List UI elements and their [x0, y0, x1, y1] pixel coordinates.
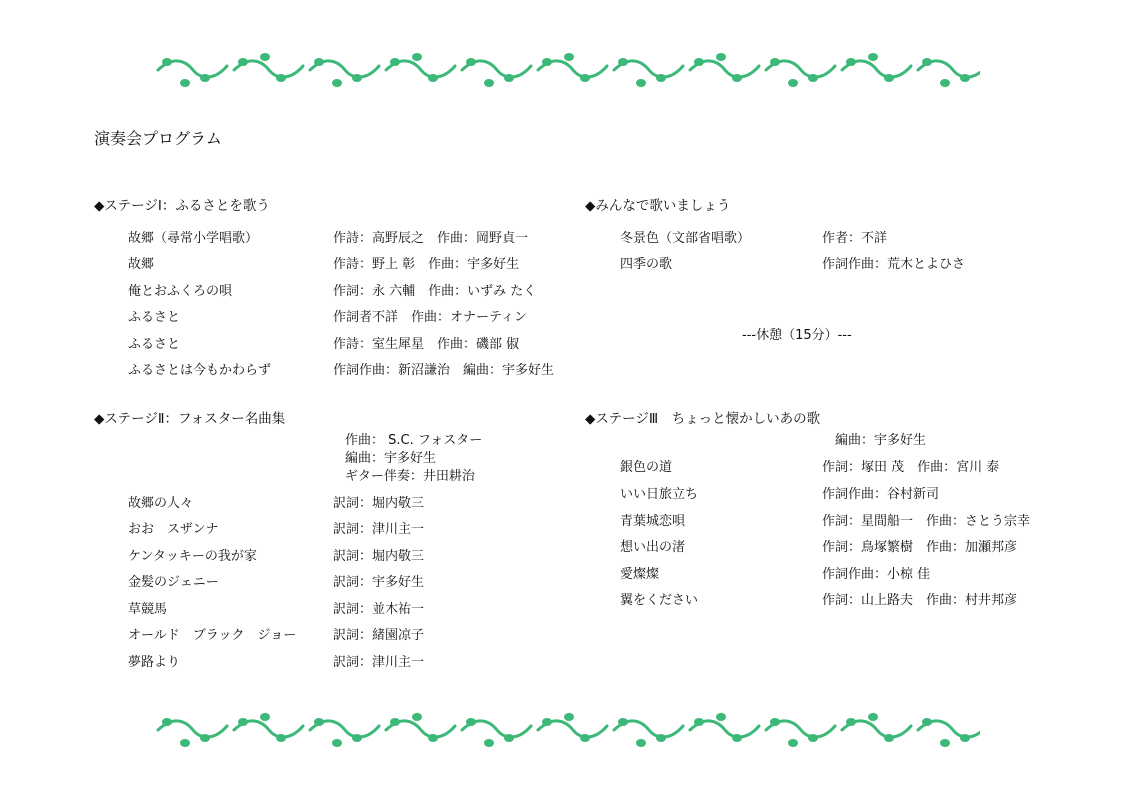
stage1-song-credit: 作詞作曲：新沼謙治 編曲：宇多好生	[333, 363, 555, 378]
vine-segment	[690, 53, 759, 82]
vine-segment	[462, 718, 531, 747]
leaf-icon	[200, 74, 210, 82]
leaf-icon	[332, 739, 342, 747]
stage3-song-title: 銀色の道	[620, 460, 673, 475]
leaf-icon	[636, 739, 646, 747]
leaf-icon	[868, 53, 878, 61]
singalong-song-credit: 作者：不詳	[822, 231, 888, 246]
vine-segment	[614, 718, 683, 747]
leaf-icon	[940, 739, 950, 747]
leaf-icon	[332, 79, 342, 87]
leaf-icon	[352, 74, 362, 82]
singalong-song-title: 四季の歌	[620, 257, 673, 272]
stage1-song-title: ふるさと	[128, 337, 181, 352]
vine-segment	[158, 718, 227, 747]
stage1-song-credit: 作詩：高野辰之 作曲：岡野貞一	[333, 231, 529, 246]
leaf-icon	[618, 58, 628, 66]
leaf-icon	[618, 718, 628, 726]
leaf-icon	[162, 718, 172, 726]
leaf-icon	[276, 74, 286, 82]
leaf-icon	[564, 713, 574, 721]
leaf-icon	[960, 734, 970, 742]
stage1-song-title: ふるさとは今もかわらず	[128, 363, 272, 378]
stage3-song-title: 想い出の渚	[620, 540, 686, 555]
vine-segment	[386, 53, 455, 82]
vine-segment	[234, 713, 303, 742]
leaf-icon	[788, 79, 798, 87]
leaf-icon	[314, 58, 324, 66]
stage2-song-credit: 訳詞：宇多好生	[333, 575, 425, 590]
stage2-song-credit: 訳詞：緒園凉子	[333, 628, 425, 643]
vine-segment	[310, 718, 379, 747]
leaf-icon	[484, 79, 494, 87]
leaf-icon	[276, 734, 286, 742]
stage3-song-title: 翼をください	[620, 593, 699, 608]
leaf-icon	[564, 53, 574, 61]
stage2-song-title: 金髪のジェニー	[128, 575, 219, 590]
stage1-song-title: 俺とおふくろの唄	[128, 284, 233, 299]
leaf-icon	[428, 734, 438, 742]
vine-segment	[690, 713, 759, 742]
leaf-icon	[314, 718, 324, 726]
leaf-icon	[868, 713, 878, 721]
leaf-icon	[580, 74, 590, 82]
leaf-icon	[162, 58, 172, 66]
stage2-song-title: ケンタッキーの我が家	[128, 549, 257, 564]
leaf-icon	[922, 58, 932, 66]
leaf-icon	[960, 74, 970, 82]
stage2-song-credit: 訳詞：並木祐一	[333, 602, 425, 617]
leaf-icon	[884, 734, 894, 742]
leaf-icon	[732, 734, 742, 742]
leaf-icon	[428, 74, 438, 82]
leaf-icon	[390, 58, 400, 66]
vine-segment	[310, 58, 379, 87]
leaf-icon	[504, 734, 514, 742]
leaf-icon	[412, 713, 422, 721]
leaf-icon	[238, 58, 248, 66]
stage3-heading: ◆ステージⅢ ちょっと懐かしいあの歌	[585, 411, 821, 427]
stage2-song-title: オールド ブラック ジョー	[128, 628, 297, 643]
stage3-song-credit: 作詞：鳥塚繁樹 作曲：加瀬邦彦	[822, 540, 1018, 555]
leaf-icon	[716, 53, 726, 61]
leaf-icon	[846, 58, 856, 66]
stage3-song-credit: 作詞：塚田 茂 作曲：宮川 泰	[822, 460, 1000, 475]
leaf-icon	[694, 718, 704, 726]
leaf-icon	[732, 74, 742, 82]
vine-segment	[918, 718, 980, 747]
intermission-note: ---休憩（15分）---	[742, 328, 852, 343]
stage1-song-credit: 作詩：室生犀星 作曲：磯部 俶	[333, 337, 520, 352]
vine-segment	[462, 58, 531, 87]
leaf-icon	[884, 74, 894, 82]
leaf-icon	[636, 79, 646, 87]
leaf-icon	[542, 718, 552, 726]
leaf-icon	[200, 734, 210, 742]
singalong-song-title: 冬景色（文部省唱歌）	[620, 231, 751, 246]
stage1-song-credit: 作詩：野上 彰 作曲：宇多好生	[333, 257, 520, 272]
vine-segment	[538, 713, 607, 742]
vine-border-top	[155, 50, 980, 90]
leaf-icon	[656, 734, 666, 742]
vine-segment	[842, 713, 911, 742]
leaf-icon	[694, 58, 704, 66]
leaf-icon	[542, 58, 552, 66]
leaf-icon	[922, 718, 932, 726]
leaf-icon	[352, 734, 362, 742]
vine-segment	[766, 58, 835, 87]
stage2-song-credit: 訳詞：津川主一	[333, 522, 425, 537]
stage2-song-title: おお スザンナ	[128, 522, 219, 537]
stage1-song-title: 故郷	[128, 257, 155, 272]
leaf-icon	[846, 718, 856, 726]
page-title: 演奏会プログラム	[94, 129, 222, 148]
leaf-icon	[940, 79, 950, 87]
vine-segment	[842, 53, 911, 82]
stage1-heading: ◆ステージⅠ：ふるさとを歌う	[94, 198, 270, 214]
stage2-song-credit: 訳詞：堀内敬三	[333, 496, 425, 511]
stage3-song-title: いい日旅立ち	[620, 487, 699, 502]
leaf-icon	[716, 713, 726, 721]
leaf-icon	[788, 739, 798, 747]
stage2-composer: 作曲： S.C. フォスター	[345, 433, 483, 448]
stage3-song-credit: 作詞：星間船一 作曲：さとう宗幸	[822, 514, 1031, 529]
vine-segment	[158, 58, 227, 87]
stage1-song-credit: 作詞：永 六輔 作曲：いずみ たく	[333, 284, 537, 299]
stage2-song-credit: 訳詞：津川主一	[333, 655, 425, 670]
singalong-heading: ◆みんなで歌いましょう	[585, 198, 731, 214]
stage3-song-credit: 作詞：山上路夫 作曲：村井邦彦	[822, 593, 1018, 608]
leaf-icon	[466, 58, 476, 66]
vine-segment	[614, 58, 683, 87]
leaf-icon	[770, 718, 780, 726]
vine-segment	[766, 718, 835, 747]
vine-segment	[538, 53, 607, 82]
stage2-song-title: 草競馬	[128, 602, 168, 617]
stage1-song-credit: 作詞者不詳 作曲：オナーティン	[333, 310, 527, 325]
vine-segment	[234, 53, 303, 82]
stage3-song-title: 愛燦燦	[620, 567, 660, 582]
leaf-icon	[238, 718, 248, 726]
vine-border-bottom	[155, 710, 980, 750]
leaf-icon	[580, 734, 590, 742]
leaf-icon	[808, 734, 818, 742]
leaf-icon	[412, 53, 422, 61]
stage3-song-credit: 作詞作曲：小椋 佳	[822, 567, 931, 582]
singalong-song-credit: 作詞作曲：荒木とよひさ	[822, 257, 966, 272]
leaf-icon	[656, 74, 666, 82]
leaf-icon	[180, 739, 190, 747]
stage3-arranger: 編曲：宇多好生	[835, 433, 927, 448]
stage3-song-credit: 作詞作曲：谷村新司	[822, 487, 940, 502]
leaf-icon	[504, 74, 514, 82]
stage1-song-title: ふるさと	[128, 310, 181, 325]
leaf-icon	[260, 713, 270, 721]
stage2-song-title: 故郷の人々	[128, 496, 194, 511]
leaf-icon	[484, 739, 494, 747]
stage2-song-credit: 訳詞：堀内敬三	[333, 549, 425, 564]
leaf-icon	[390, 718, 400, 726]
leaf-icon	[180, 79, 190, 87]
leaf-icon	[260, 53, 270, 61]
leaf-icon	[770, 58, 780, 66]
stage1-song-title: 故郷（尋常小学唱歌）	[128, 231, 259, 246]
leaf-icon	[808, 74, 818, 82]
vine-segment	[918, 58, 980, 87]
stage2-arranger: 編曲：宇多好生	[345, 451, 437, 466]
stage2-heading: ◆ステージⅡ：フォスター名曲集	[94, 411, 286, 427]
leaf-icon	[466, 718, 476, 726]
vine-segment	[386, 713, 455, 742]
stage2-guitar: ギター伴奏：井田耕治	[345, 469, 475, 484]
stage2-song-title: 夢路より	[128, 655, 181, 670]
stage3-song-title: 青葉城恋唄	[620, 514, 686, 529]
